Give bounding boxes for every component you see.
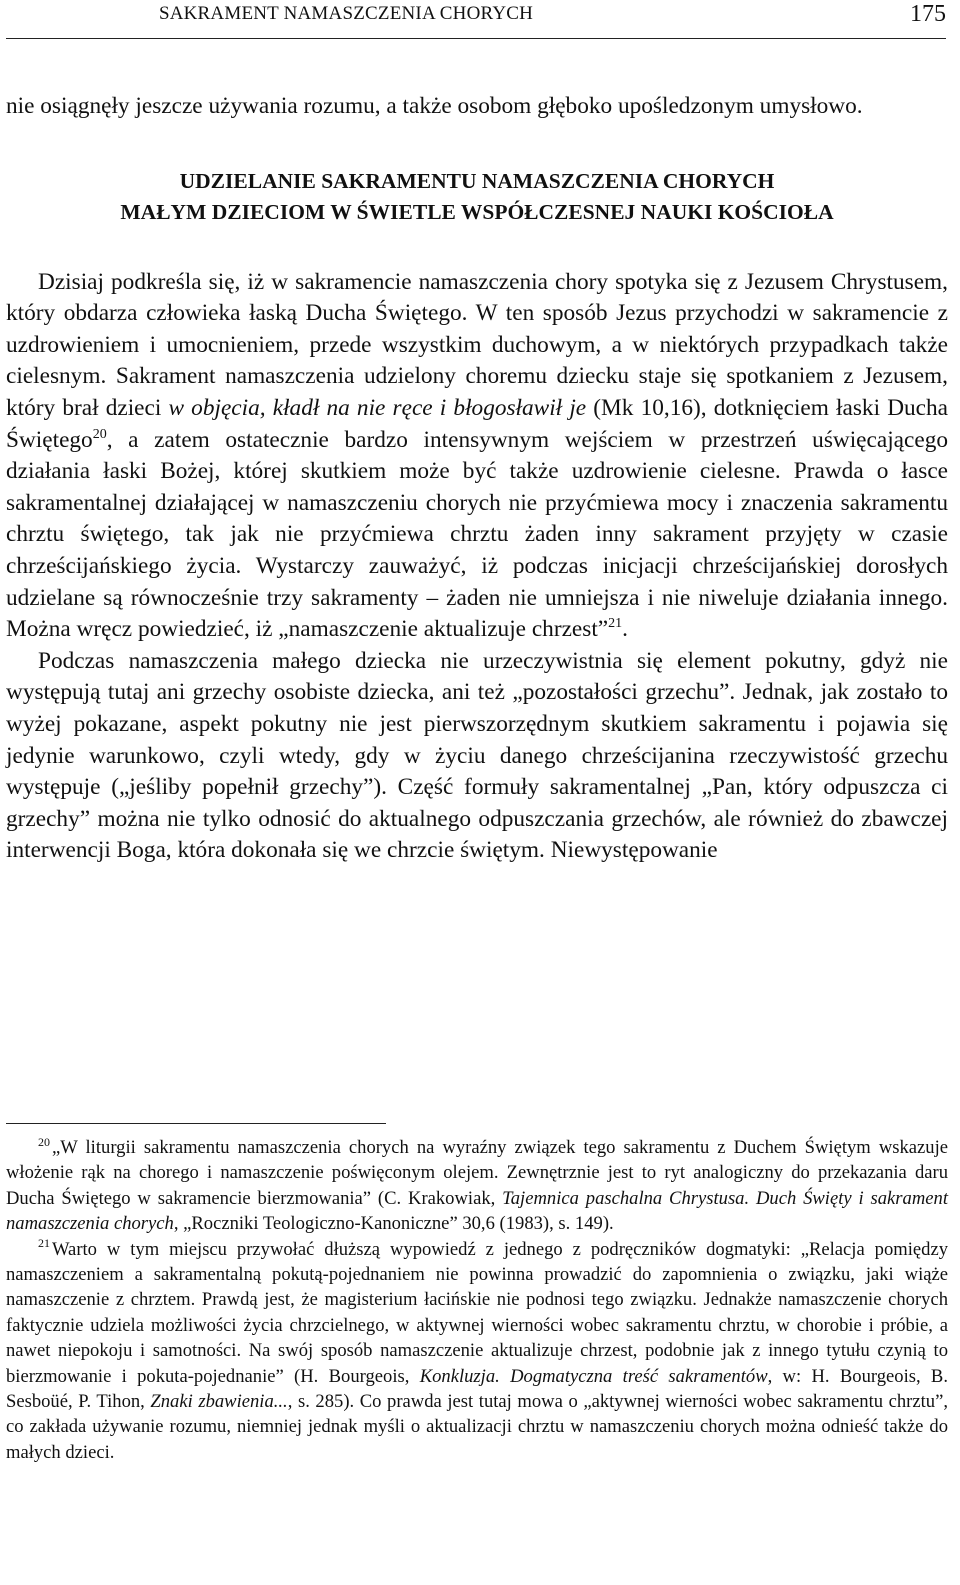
section-heading-line-2: MAŁYM DZIECIOM W ŚWIETLE WSPÓŁCZESNEJ NAUKI KOŚCIOŁA (120, 199, 834, 224)
footnote-21-title-2: Znaki zbawienia... (150, 1391, 288, 1413)
paragraph-1-text-b: (Mk 10,16), dotknięciem łaski Ducha Świętego (6, 394, 949, 453)
running-head: SAKRAMENT NAMASZCZENIA CHORYCH (158, 3, 534, 24)
paragraph-continued: nie osiągnęły jeszcze używania rozumu, a także osobom głęboko upośledzonym umysłowo. (6, 93, 863, 119)
footnote-21 (6, 1237, 948, 1466)
page-number: 175 (910, 1, 946, 27)
footnote-21-title-1: Konkluzja. Dogmatyczna treść sakramentów (419, 1365, 768, 1387)
footnote-21-text-b: , w: H. Bourgeois, B. Sesboüé, P. Tihon, (6, 1365, 948, 1413)
scripture-quote: w objęcia, kładł na nie ręce i błogosławił je (168, 394, 587, 421)
footnote-20 (6, 1135, 948, 1237)
footnote-21-text-c: , s. 285). Co prawda jest tutaj mowa o „aktywnej wierności wobec sakramentu chrztu”, co zakłada używanie rozumu, niemniej jednak myśli o aktualizacji chrztu w namaszczeniu chorych można odnieść także do małych dzieci. (6, 1391, 948, 1463)
footnote-20-title: Tajemnica paschalna Chrystusa. Duch Święty i sakrament namaszczenia chorych (6, 1187, 948, 1235)
page-header (6, 0, 946, 39)
section-heading-line-1: UDZIELANIE SAKRAMENTU NAMASZCZENIA CHORYCH (179, 168, 775, 193)
paragraph-1 (6, 267, 948, 646)
section-heading (6, 166, 948, 228)
footnote-20-text-a: „W liturgii sakramentu namaszczenia chorych na wyraźny związek tego sakramentu z Duchem Świętym wskazuje włożenie rąk na chorego i namaszczenie poświęconym olejem. Zewnętrznie jest to ryt analogiczny do przekazania daru Ducha Świętego w sakramencie bierzmowania” (C. Krakowiak, (6, 1137, 948, 1209)
paragraph-1-text-d: . (622, 616, 628, 643)
footnote-divider (6, 1123, 386, 1124)
paragraph-1-text-a: Dzisiaj podkreśla się, iż w sakramencie namaszczenia chory spotyka się z Jezusem Chrystusem, który obdarza człowieka łaską Ducha Świętego. W ten sposób Jezus przychodzi w sakramencie z uzdrowieniem i umocnieniem, przede wszystkim duchowym, a w niektórych przypadkach także cielesnym. Sakrament namaszczenia udzielony choremu dziecku staje się spotkaniem z Jezusem, który brał dzieci (6, 268, 948, 421)
footnote-ref-21[interactable]: 21 (608, 616, 623, 632)
footnote-number: 21 (38, 1236, 50, 1251)
paragraph-2: Podczas namaszczenia małego dziecka nie urzeczywistnia się element pokutny, gdyż nie występują tutaj ani grzechy osobiste dziecka, ani też „pozostałości grzechu”. Jednak, jak zostało to wyżej pokazane, aspekt pokutny nie jest pierwszorzędnym skutkiem sakramentu i pojawia się jedynie warunkowo, czyli wtedy, gdy w życiu danego chrześcijanina rzeczywistość grzechu występuje („jeśliby popełnił grzechy”). Część formuły sakramentalnej „Pan, który odpuszcza ci grzechy” można nie tylko odnosić do aktualnego odpuszczania grzechów, ale również do zbawczej interwencji Boga, która dokonała się we chrzcie świętym. Niewystępowanie (6, 647, 948, 864)
main-text (6, 91, 948, 867)
footnote-20-text-b: , „Roczniki Teologiczno-Kanoniczne” 30,6 (1983), s. 149). (173, 1213, 614, 1235)
footnote-number: 20 (38, 1134, 50, 1149)
paragraph-1-text-c: , a zatem ostatecznie bardzo intensywnym wejściem w przestrzeń uświęcającego działania łaski Bożej, której skutkiem może być także uzdrowienie cielesne. Prawda o łasce sakramentalnej działającej w namaszczeniu chorych nie przyćmiewa mocy i znaczenia sakramentu chrztu świętego, tak jak nie przyćmiewa chrztu żaden inny sakrament przyjęty w czasie chrześcijańskiego życia. Wystarczy zauważyć, iż podczas inicjacji chrześcijańskiej dorosłych udzielane są równocześnie trzy sakramenty – żaden nie umniejsza i nie niweluje działania innego. Można wręcz powiedzieć, iż „namaszczenie aktualizuje chrzest” (6, 426, 948, 643)
footnotes (6, 1135, 948, 1465)
footnote-21-text-a: Warto w tym miejscu przywołać dłuższą wypowiedź z jednego z podręczników dogmatyki: „Relacja pomiędzy namaszczeniem a sakramentalną pokutą-pojednaniem nie powinna prowadzić do zapomnienia o związku, jaki wiąże namaszczenie z chrztem. Prawdą jest, że magisterium łacińskie nie podnosi tego związku. Jednakże namaszczenie chorych faktycznie udziela możliwości życia chrzcielnego, w aktywnej wierności wobec sakramentu chrztu, w chorobie i próbie, a nawet niepokoju i samotności. Na swój sposób namaszczenie aktualizuje chrzest, podobnie jak z innego tytułu czynią to bierzmowanie i pokuta-pojednanie” (H. Bourgeois, (6, 1238, 948, 1387)
footnote-ref-20[interactable]: 20 (92, 426, 107, 442)
